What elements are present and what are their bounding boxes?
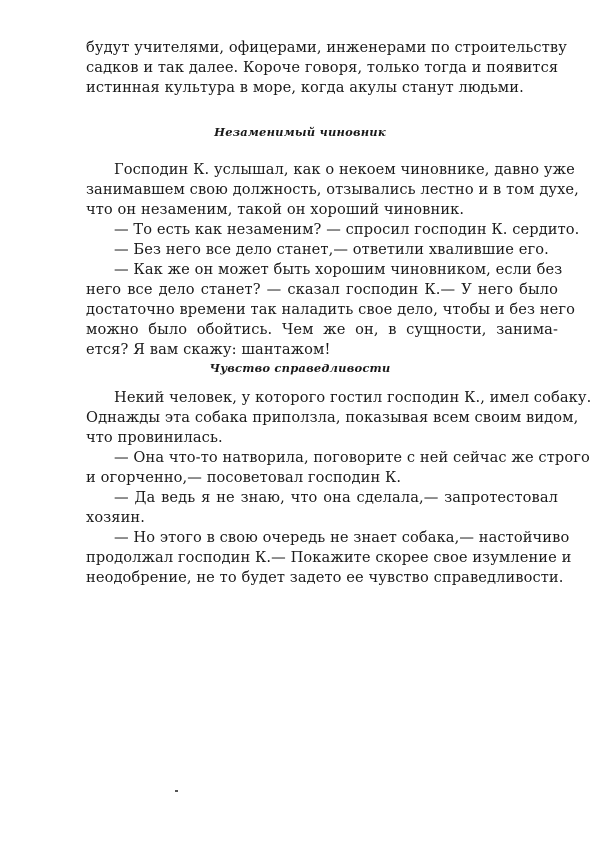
text-line: — То есть как незаменим? — спросил господин К. сердито. (114, 221, 580, 238)
text-line: него все дело станет? — сказал господин К.— У него было (86, 281, 558, 298)
scan-speck (175, 790, 178, 792)
text-line: можно было обойтись. Чем же он, в сущности, занима- (86, 321, 558, 338)
text-line: будут учителями, офицерами, инженерами по строительству (86, 39, 567, 56)
text-line: — Она что-то натворила, поговорите с ней сейчас же строго (114, 449, 590, 466)
text-line: и огорченно,— посоветовал господин К. (86, 469, 402, 486)
text-line: занимавшем свою должность, отзывались лестно и в том духе, (86, 181, 579, 198)
text-line: достаточно времени так наладить свое дело, чтобы и без него (86, 301, 575, 318)
text-line: истинная культура в море, когда акулы станут людьми. (86, 79, 524, 96)
text-line: что он незаменим, такой он хороший чиновник. (86, 201, 465, 218)
text-line: Господин К. услышал, как о некоем чиновнике, давно уже (114, 161, 575, 178)
section-heading: Незаменимый чиновник (214, 125, 386, 139)
text-line: что провинилась. (86, 429, 223, 446)
text-line: садков и так далее. Короче говоря, только тогда и появится (86, 59, 559, 76)
text-line: хозяин. (86, 509, 145, 526)
text-line: — Да ведь я не знаю, что она сделала,— запротестовал (114, 489, 558, 506)
text-line: ется? Я вам скажу: шантажом! (86, 341, 331, 358)
text-line: Однажды эта собака приползла, показывая всем своим видом, (86, 409, 579, 426)
text-line: Некий человек, у которого гостил господин К., имел собаку. (114, 389, 592, 406)
section-heading: Чувство справедливости (209, 361, 391, 375)
text-line: продолжал господин К.— Покажите скорее свое изумление и (86, 549, 572, 566)
text-line: неодобрение, не то будет задето ее чувство справедливости. (86, 569, 564, 586)
text-line: — Без него все дело станет,— ответили хвалившие его. (114, 241, 549, 258)
text-line: — Как же он может быть хорошим чиновником, если без (114, 261, 563, 278)
text-line: — Но этого в свою очередь не знает собака,— настойчиво (114, 529, 570, 546)
